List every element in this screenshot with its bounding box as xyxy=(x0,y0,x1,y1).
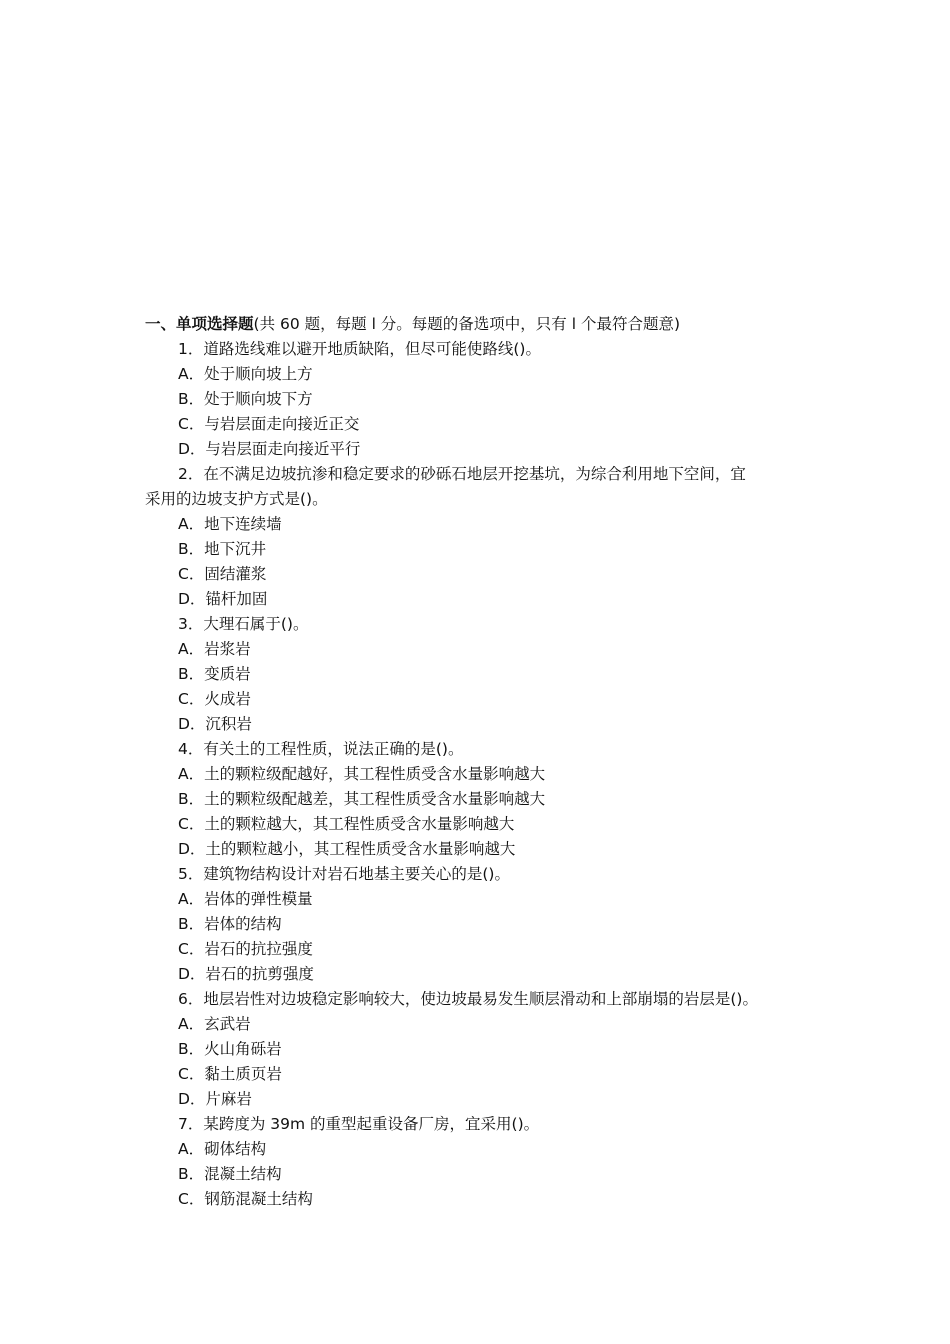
option: C．固结灌浆 xyxy=(178,565,267,583)
option: C．与岩层面走向接近正交 xyxy=(178,415,360,433)
option: B．混凝土结构 xyxy=(178,1165,282,1183)
option: B．岩体的结构 xyxy=(178,915,282,933)
option: C．岩石的抗拉强度 xyxy=(178,940,313,958)
option: A．土的颗粒级配越好，其工程性质受含水量影响越大 xyxy=(178,765,546,783)
option: A．处于顺向坡上方 xyxy=(178,365,313,383)
question-stem: 2．在不满足边坡抗渗和稳定要求的砂砾石地层开挖基坑，为综合利用地下空间，宜 xyxy=(178,465,746,483)
question-stem: 7．某跨度为 39m 的重型起重设备厂房，宜采用()。 xyxy=(178,1115,540,1133)
option: D．土的颗粒越小，其工程性质受含水量影响越大 xyxy=(178,840,516,858)
question-stem: 6．地层岩性对边坡稳定影响较大，使边坡最易发生顺层滑动和上部崩塌的岩层是()。 xyxy=(178,990,758,1008)
option: D．锚杆加固 xyxy=(178,590,268,608)
option: D．岩石的抗剪强度 xyxy=(178,965,314,983)
option: B．土的颗粒级配越差，其工程性质受含水量影响越大 xyxy=(178,790,546,808)
question-stem: 3．大理石属于()。 xyxy=(178,615,309,633)
option: C．钢筋混凝土结构 xyxy=(178,1190,313,1208)
option: D．沉积岩 xyxy=(178,715,252,733)
option: A．岩体的弹性模量 xyxy=(178,890,313,908)
option: C．黏土质页岩 xyxy=(178,1065,282,1083)
option: B．处于顺向坡下方 xyxy=(178,390,313,408)
section-title-bold: 一、单项选择题 xyxy=(145,315,254,333)
option: A．地下连续墙 xyxy=(178,515,282,533)
option: B．地下沉井 xyxy=(178,540,267,558)
question-stem: 5．建筑物结构设计对岩石地基主要关心的是()。 xyxy=(178,865,510,883)
question-stem: 1．道路选线难以避开地质缺陷，但尽可能使路线()。 xyxy=(178,340,541,358)
option: C．土的颗粒越大，其工程性质受含水量影响越大 xyxy=(178,815,515,833)
section-title-rest: (共 60 题，每题 l 分。每题的备选项中，只有 l 个最符合题意) xyxy=(253,315,681,333)
option: B．变质岩 xyxy=(178,665,251,683)
option: D．片麻岩 xyxy=(178,1090,252,1108)
question-stem-continuation: 采用的边坡支护方式是()。 xyxy=(145,490,328,508)
option: D．与岩层面走向接近平行 xyxy=(178,440,361,458)
option: C．火成岩 xyxy=(178,690,251,708)
option: A．砌体结构 xyxy=(178,1140,267,1158)
option: A．岩浆岩 xyxy=(178,640,251,658)
option: B．火山角砾岩 xyxy=(178,1040,282,1058)
option: A．玄武岩 xyxy=(178,1015,251,1033)
question-stem: 4．有关土的工程性质，说法正确的是()。 xyxy=(178,740,464,758)
question-list xyxy=(145,312,810,1212)
section-title xyxy=(145,312,810,337)
